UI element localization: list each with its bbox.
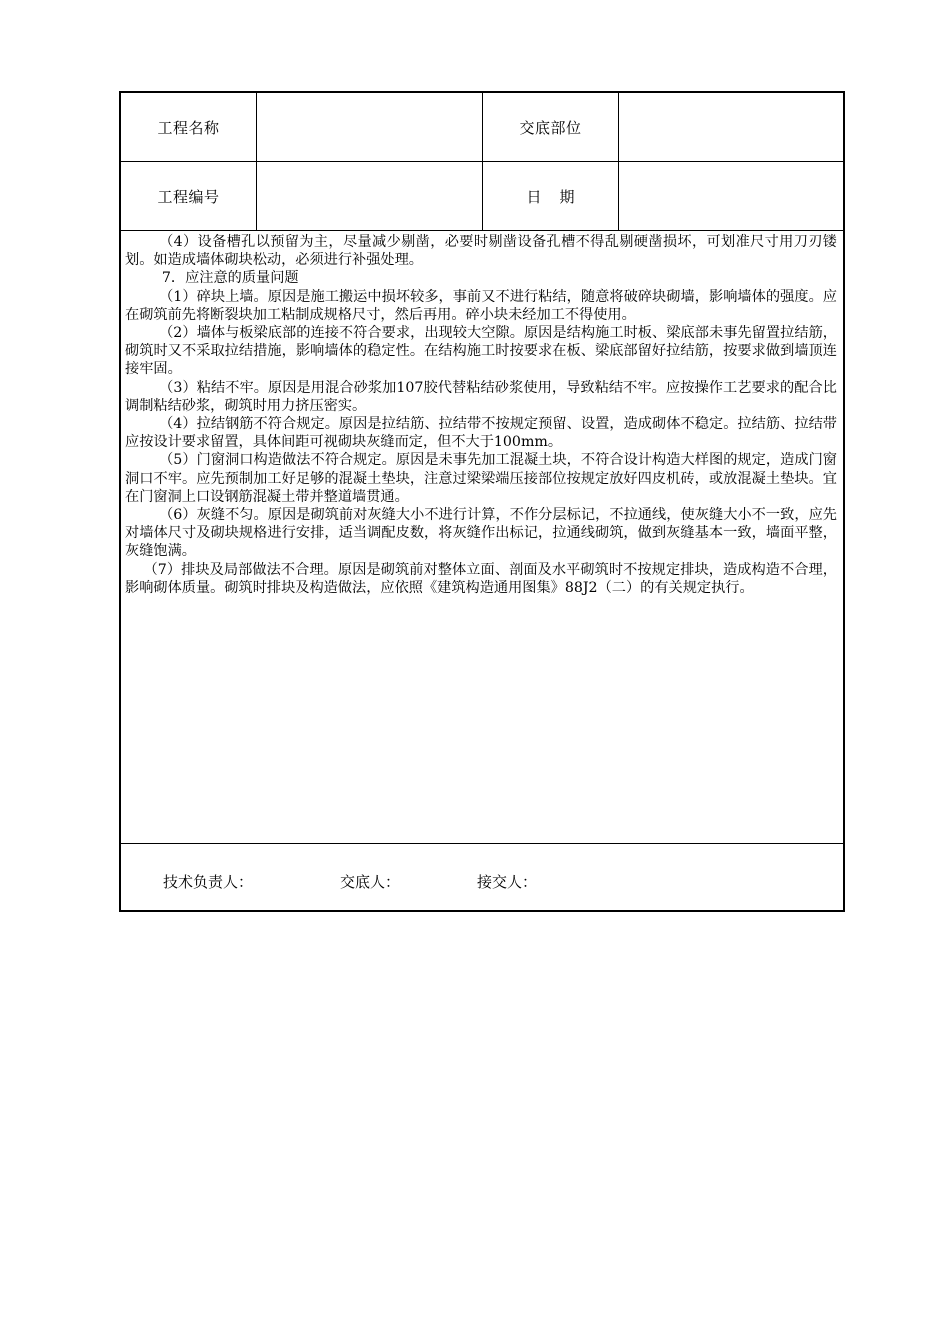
header-row-1: [121, 93, 843, 162]
project-no-value[interactable]: [257, 162, 483, 230]
receiver-label: 接交人：: [477, 873, 538, 891]
location-label: 交底部位: [483, 93, 619, 161]
disclosure-content: [121, 232, 843, 844]
paragraph-equipment-slots: （4）设备槽孔以预留为主，尽量减少剔凿，必要时剔凿设备孔槽不得乱剔硬凿损坏，可划准尺寸用刀刃镂划。如造成墙体砌块松动，必须进行补强处理。: [125, 234, 837, 269]
project-name-value[interactable]: [257, 93, 483, 161]
issue-5: （5）门窗洞口构造做法不符合规定。原因是未事先加工混凝土块，不符合设计构造大样图的规定，造成门窗洞口不牢。应先预制加工好足够的混凝土垫块，注意过梁梁端压接部位按规定放好四皮机砖，或放混凝土垫块。宜在门窗洞上口设钢筋混凝土带并整道墙贯通。: [125, 452, 837, 505]
discloser-label: 交底人：: [340, 873, 401, 891]
project-no-label: 工程编号: [121, 162, 257, 230]
issue-4: （4）拉结钢筋不符合规定。原因是拉结筋、拉结带不按规定预留、设置，造成砌体不稳定。拉结筋、拉结带应按设计要求留置，具体间距可视砌块灰缝而定，但不大于100mm。: [125, 416, 837, 451]
date-label: 日期: [483, 162, 619, 230]
project-name-label: 工程名称: [121, 93, 257, 161]
header-row-2: [121, 162, 843, 231]
location-value[interactable]: [619, 93, 845, 161]
signature-row: [121, 844, 843, 910]
issue-6: （6）灰缝不匀。原因是砌筑前对灰缝大小不进行计算，不作分层标记，不拉通线，使灰缝大小不一致，应先对墙体尺寸及砌块规格进行安排，适当调配皮数，将灰缝作出标记，拉通线砌筑，做到灰缝基本一致，墙面平整，灰缝饱满。: [125, 507, 837, 560]
date-value[interactable]: [619, 162, 845, 230]
issue-1: （1）碎块上墙。原因是施工搬运中损坏较多，事前又不进行粘结，随意将破碎块砌墙，影响墙体的强度。应在砌筑前先将断裂块加工粘制成规格尺寸，然后再用。碎小块未经加工不得使用。: [125, 288, 837, 323]
issue-3: （3）粘结不牢。原因是用混合砂浆加107胶代替粘结砂浆使用，导致粘结不牢。应按操作工艺要求的配合比调制粘结砂浆，砌筑时用力挤压密实。: [125, 379, 837, 414]
tech-lead-label: 技术负责人：: [163, 873, 254, 891]
issue-7: （7）排块及局部做法不合理。原因是砌筑前对整体立面、剖面及水平砌筑时不按规定排块，造成构造不合理，影响砌体质量。砌筑时排块及构造做法，应依照《建筑构造通用图集》88J2（二）的有关规定执行。: [125, 561, 837, 596]
section-title-quality-issues: 7．应注意的质量问题: [161, 270, 299, 287]
disclosure-form: [119, 91, 845, 912]
issue-2: （2）墙体与板梁底部的连接不符合要求，出现较大空隙。原因是结构施工时板、梁底部未事先留置拉结筋，砌筑时又不采取拉结措施，影响墙体的稳定性。在结构施工时按要求在板、梁底部留好拉结筋，按要求做到墙顶连接牢固。: [125, 325, 837, 378]
